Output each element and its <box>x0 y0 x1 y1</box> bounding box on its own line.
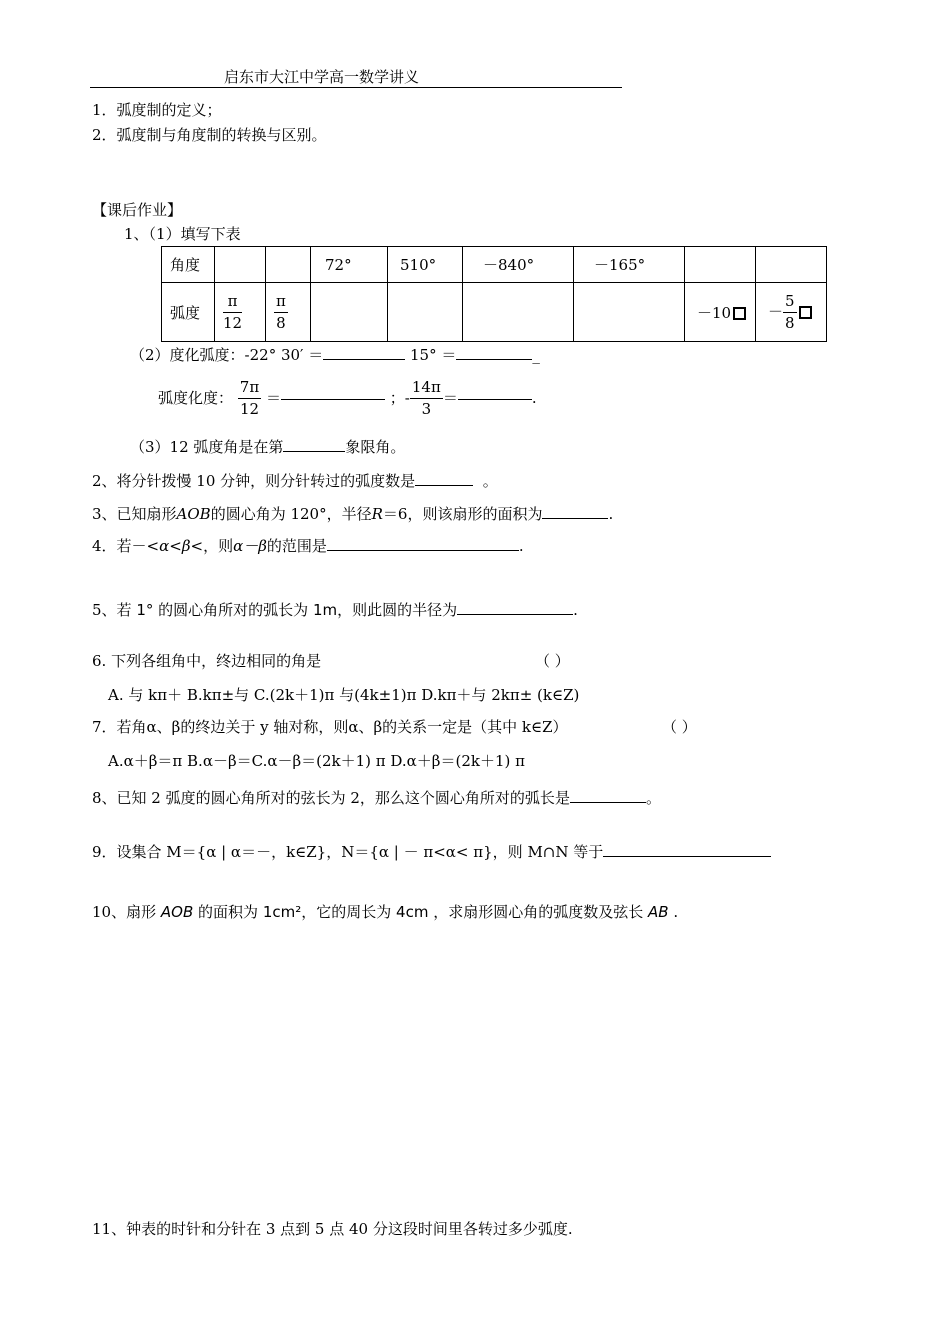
rad-cell-3 <box>311 283 388 342</box>
q3-end: . <box>608 505 614 523</box>
deg-cell-8 <box>756 247 827 283</box>
rad-cell-8 <box>756 283 827 342</box>
q5-pre: 5、若 <box>92 601 132 619</box>
homework-title: 【课后作业】 <box>92 201 183 219</box>
rad-fraction-8 <box>783 291 797 332</box>
rad-cell-1 <box>215 283 266 342</box>
table-row-degrees <box>162 247 827 283</box>
deg-cell-1 <box>215 247 266 283</box>
period: . <box>531 389 537 407</box>
deg-cell-2 <box>266 247 311 283</box>
answer-blank[interactable] <box>457 613 573 615</box>
q3-tail: ＝6，则该扇形的面积为 <box>382 505 543 523</box>
rad-7-value: －10 <box>697 303 732 322</box>
q10-tail: ，求扇形圆心角的弧度数及弦长 <box>433 903 644 921</box>
q6-answer-paren[interactable]: （ ） <box>535 652 570 670</box>
equals-sign: ＝ <box>442 389 458 407</box>
q10-perimeter: 4cm <box>396 903 429 921</box>
answer-blank[interactable] <box>456 358 532 360</box>
answer-blank[interactable] <box>542 517 608 519</box>
question-2 <box>92 474 498 489</box>
q1-part2b-line <box>158 380 537 417</box>
f1-num: 7π <box>238 380 261 399</box>
row-head-degree: 角度 <box>162 247 215 283</box>
q10-end: . <box>673 903 679 921</box>
deg-cell-3: 72° <box>311 247 388 283</box>
q10-ab: AB <box>648 903 669 921</box>
question-11: 11、钟表的时针和分针在 3 点到 5 点 40 分这段时间里各转过多少弧度. <box>92 1220 573 1238</box>
q5-len: 1m <box>312 601 338 619</box>
q1-part3-line <box>130 440 405 455</box>
question-10 <box>92 905 678 920</box>
rad-cell-6 <box>574 283 685 342</box>
q1-part2b-fraction-2 <box>410 380 443 417</box>
q10-pre: 10、扇形 <box>92 903 157 921</box>
q1-part2b-label: 弧度化度： <box>158 389 234 407</box>
q7-answer-paren[interactable]: （ ） <box>662 718 697 736</box>
f2-den: 3 <box>421 400 432 418</box>
deg-cell-5: －840° <box>463 247 574 283</box>
question-7: 7．若角α、β的终边关于 y 轴对称，则α、β的关系一定是（其中 k∈Z） <box>92 718 568 736</box>
q8-text: 8、已知 2 弧度的圆心角所对的弦长为 2，那么这个圆心角所对的弧长是 <box>92 789 570 807</box>
separator: ；- <box>389 389 410 407</box>
q1-part3-prefix: （3）12 弧度角是在第 <box>130 438 284 456</box>
answer-blank[interactable] <box>570 801 646 803</box>
q7-options: A.α＋β＝π B.α－β＝C.α－β＝(2k＋1) π D.α＋β＝(2k＋1) π <box>108 752 525 770</box>
rad-cell-2 <box>266 283 311 342</box>
rad-cell-4 <box>388 283 463 342</box>
question-6: 6. 下列各组角中，终边相同的角是 <box>92 652 322 670</box>
q2-text: 2、将分针拨慢 10 分钟，则分针转过的弧度数是 <box>92 472 416 490</box>
q3-pre: 3、已知扇形 <box>92 505 177 523</box>
missing-glyph-icon <box>733 307 746 320</box>
answer-blank[interactable] <box>323 358 405 360</box>
q5-mid: 的圆心角所对的弧长为 <box>158 601 309 619</box>
q1-intro: 1、（1）填写下表 <box>124 225 241 243</box>
question-5 <box>92 603 578 618</box>
q1-part2-prefix: （2）度化弧度：-22° 30′ ＝ <box>130 346 324 364</box>
q1-part2b-fraction-1 <box>238 380 261 417</box>
q5-tail: ，则此圆的半径为 <box>337 601 458 619</box>
rad-1-num: π <box>223 294 242 313</box>
deg-cell-6: －165° <box>574 247 685 283</box>
q4-beta: β <box>181 537 191 555</box>
missing-glyph-icon <box>799 306 812 319</box>
rad-fraction-2 <box>274 291 288 332</box>
rad-cell-5 <box>463 283 574 342</box>
answer-blank[interactable] <box>327 549 519 551</box>
table-row-radians <box>162 283 827 342</box>
q10-area: 1cm² <box>262 903 302 921</box>
q3-r: R <box>371 505 383 523</box>
summary-item-2: 2．弧度制与角度制的转换与区别。 <box>92 126 327 144</box>
f2-num: 14π <box>410 380 443 399</box>
conversion-table <box>161 246 827 342</box>
q1-part2-mid: 15° ＝ <box>410 346 457 364</box>
question-4 <box>92 539 524 554</box>
equals-sign: ＝ <box>265 389 281 407</box>
q4-mid: <，则 <box>190 537 234 555</box>
rad-2-den: 8 <box>276 313 286 332</box>
q4-tail: 的范围是 <box>266 537 327 555</box>
q4-alpha: α <box>159 537 170 555</box>
question-8 <box>92 791 661 806</box>
q9-text: 9．设集合 M＝{α | α＝－，k∈Z}，N＝{α | － π<α< π}，则 M∩N 等于 <box>92 843 604 861</box>
f1-den: 12 <box>239 400 260 418</box>
row-head-radian: 弧度 <box>162 283 215 342</box>
q5-end: . <box>573 601 578 619</box>
q3-mid: 的圆心角为 120°，半径 <box>210 505 372 523</box>
rad-fraction-1 <box>223 291 243 332</box>
q6-options: A. 与 kπ＋ B.kπ±与 C.(2k＋1)π 与(4k±1)π D.kπ＋与 2kπ± (k∈Z) <box>108 686 580 704</box>
q5-deg: 1° <box>136 601 154 619</box>
q4-lt: < <box>169 537 182 555</box>
rad-cell-7 <box>685 283 756 342</box>
rad-8-num: 5 <box>783 294 797 313</box>
q4-pre: 4．若－< <box>92 537 160 555</box>
q1-part2-line <box>130 348 540 363</box>
answer-blank[interactable] <box>281 398 385 400</box>
answer-blank[interactable] <box>458 398 532 400</box>
question-9 <box>92 845 771 860</box>
rad-1-den: 12 <box>223 313 243 332</box>
answer-blank[interactable] <box>603 855 771 857</box>
answer-blank[interactable] <box>283 450 345 452</box>
q4-end: . <box>518 537 524 555</box>
q1-part3-suffix: 象限角。 <box>345 438 406 456</box>
q10-mid2: ，它的周长为 <box>301 903 392 921</box>
rad-8-sign: － <box>768 302 784 320</box>
rad-8-den: 8 <box>785 313 795 332</box>
q2-end: 。 <box>482 472 498 490</box>
q10-aob: AOB <box>160 903 194 921</box>
answer-blank[interactable] <box>415 484 473 486</box>
q4-diff: α－β <box>233 537 267 555</box>
rad-2-num: π <box>274 294 288 313</box>
q10-mid: 的面积为 <box>198 903 259 921</box>
deg-cell-7 <box>685 247 756 283</box>
header-title: 启东市大江中学高一数学讲义 <box>224 68 420 86</box>
question-3 <box>92 507 613 522</box>
page-header <box>90 70 622 88</box>
q3-aob: AOB <box>176 505 211 523</box>
q1-part2-tail: _ <box>532 346 540 364</box>
q8-end: 。 <box>645 789 661 807</box>
summary-item-1: 1．弧度制的定义； <box>92 101 222 119</box>
deg-cell-4: 510° <box>388 247 463 283</box>
